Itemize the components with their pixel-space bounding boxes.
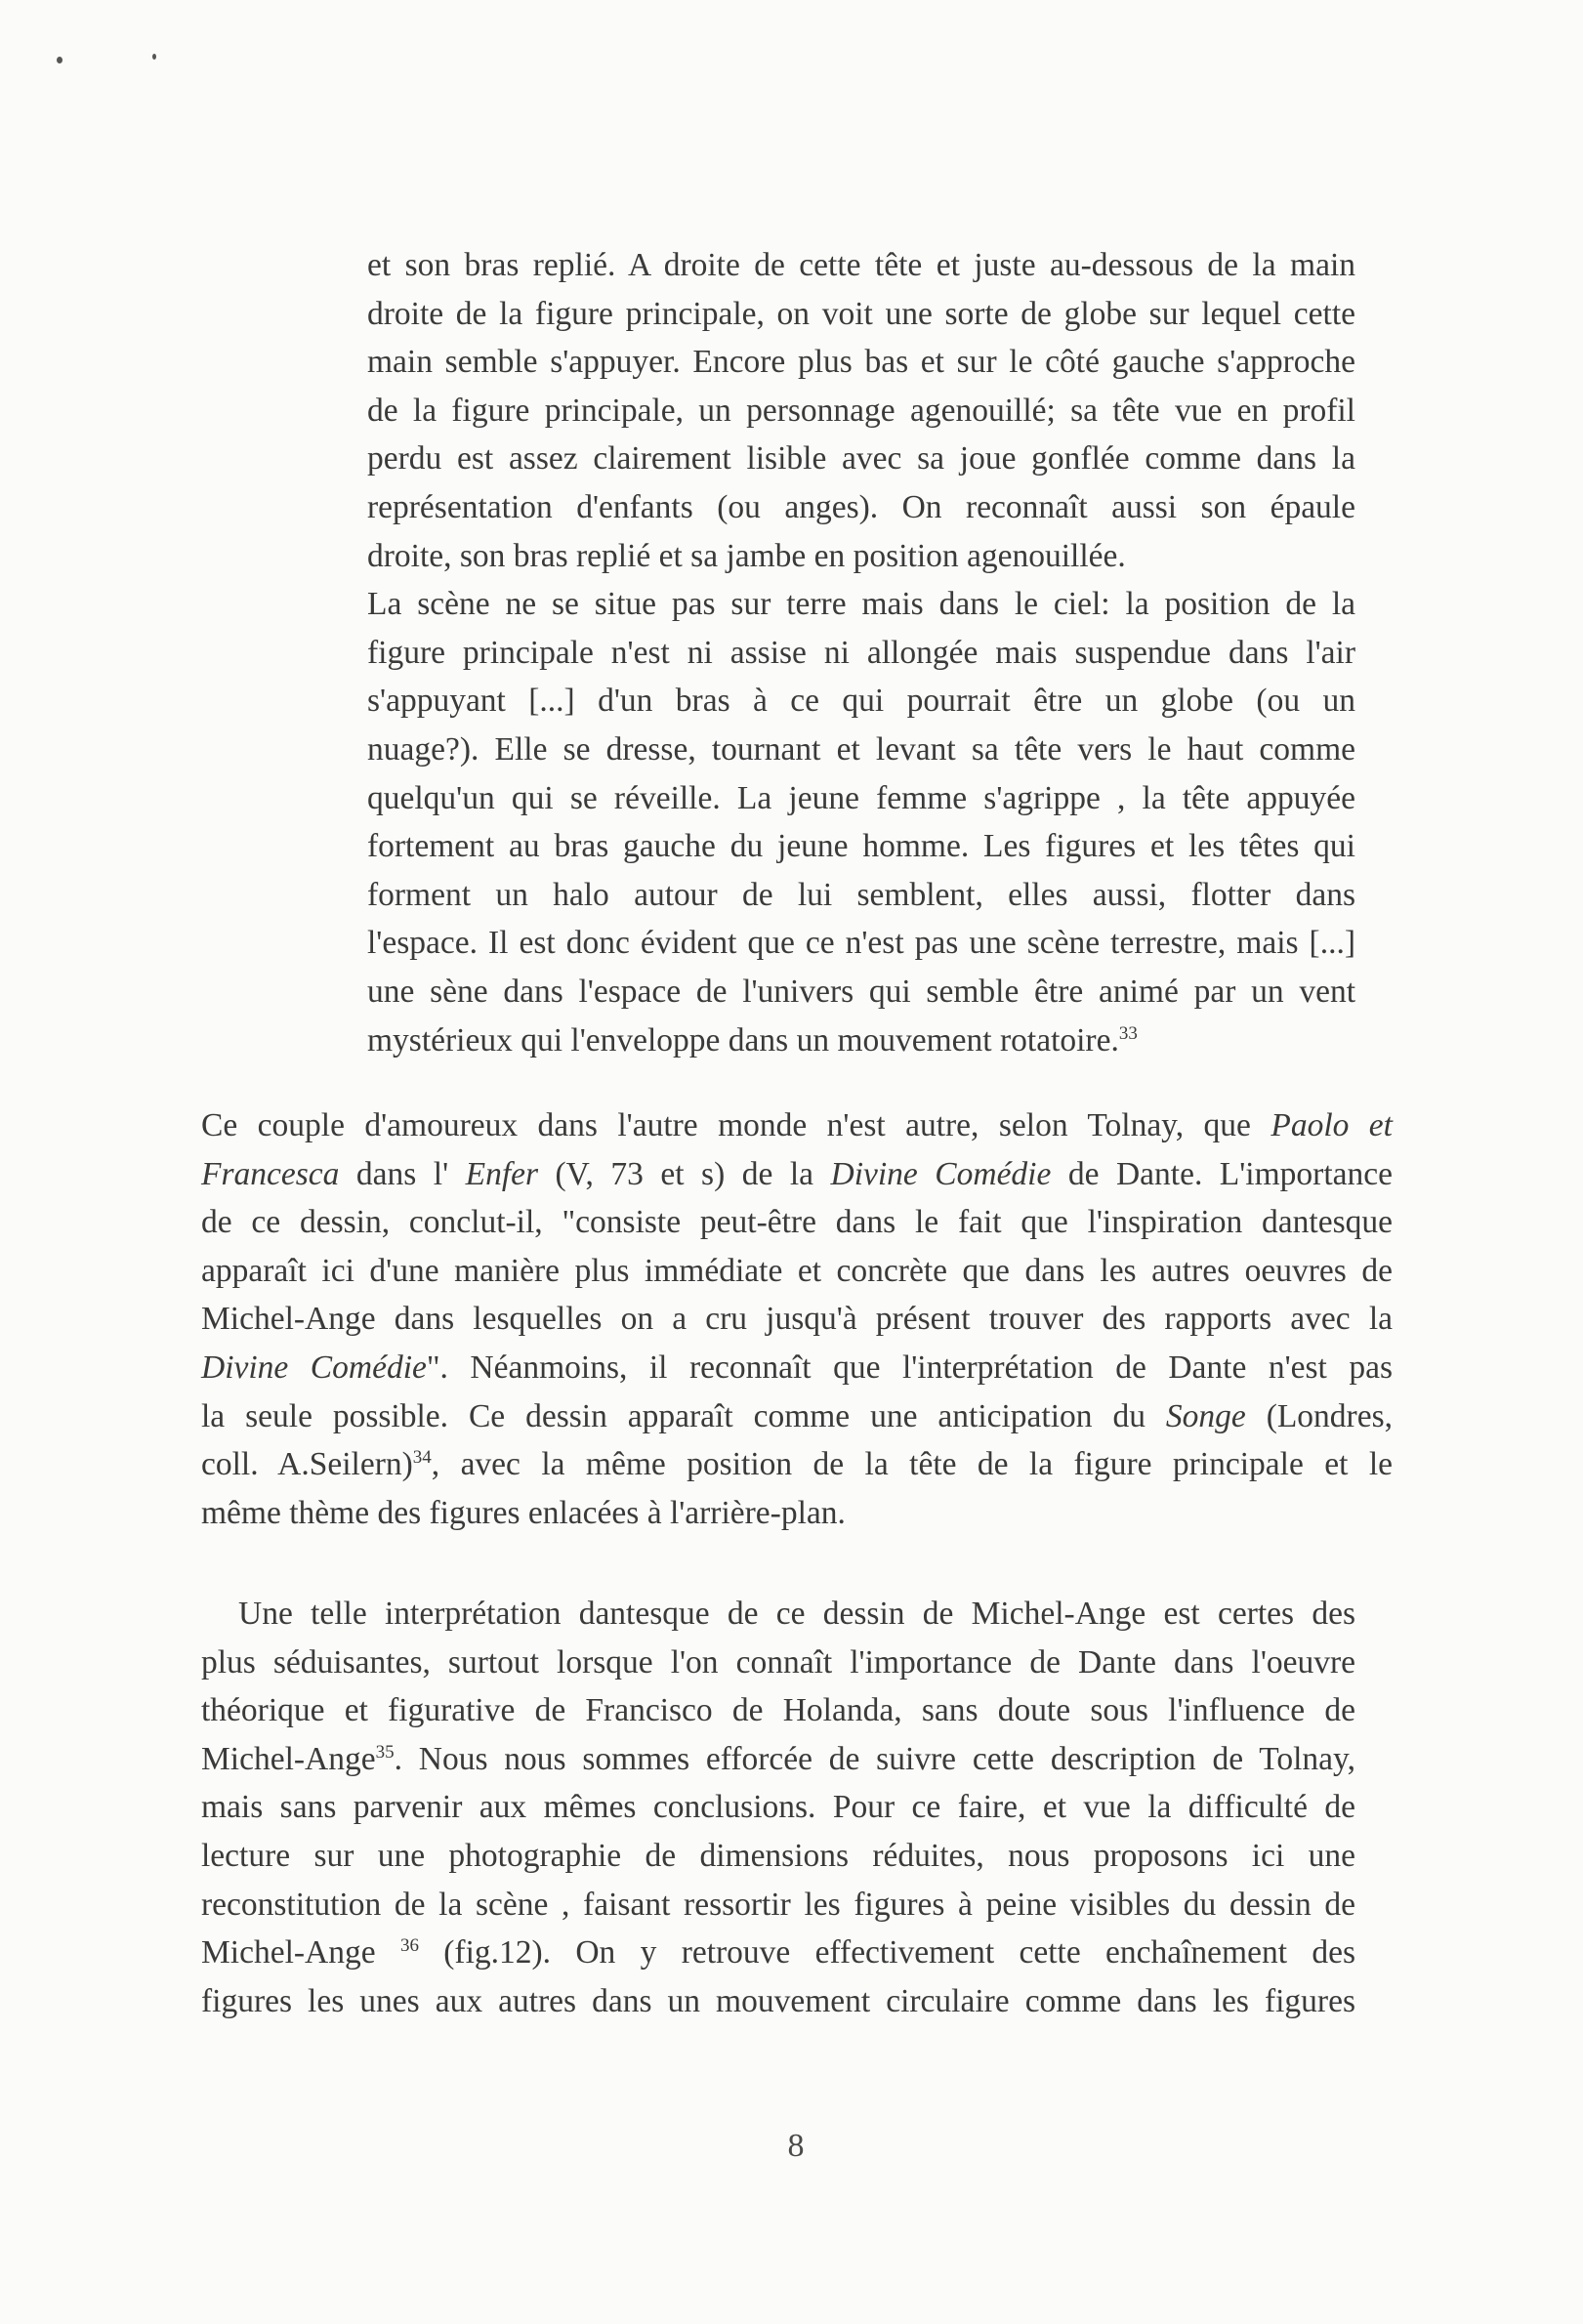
quote-line: forment un halo autour de lui semblent, elles aussi, flotter dans [367, 876, 1355, 913]
quote-line: l'espace. Il est donc évident que ce n'est pas une scène terrestre, mais [...] [367, 925, 1355, 962]
text-line: Francesca dans l' Enfer (V, 73 et s) de la Divine Comédie de Dante. L'importance [201, 1155, 1393, 1192]
quote-line: quelqu'un qui se réveille. La jeune femme s'agrippe , la tête appuyée [367, 779, 1355, 816]
footnote-ref: 34 [412, 1447, 432, 1468]
text-line: figures les unes aux autres dans un mouvement circulaire comme dans les figures [201, 1982, 1355, 2019]
text-line: apparaît ici d'une manière plus immédiate et concrète que dans les autres oeuvres de [201, 1252, 1393, 1289]
text-line: Michel-Ange $^{36}$ (fig.12). On y retrouve effectivement cette enchaînement des [201, 1934, 1356, 1971]
text-line: Michel-Ange$^{35}$. Nous nous sommes efforcée de suivre cette description de Tolnay, [201, 1740, 1355, 1777]
text-line: Ce couple d'amoureux dans l'autre monde n'est autre, selon Tolnay, que Paolo et [201, 1107, 1393, 1143]
text-line: la seule possible. Ce dessin apparaît comme une anticipation du Songe (Londres, [201, 1397, 1393, 1434]
quote-line: droite de la figure principale, on voit une sorte de globe sur lequel cette [367, 295, 1355, 332]
page-number: 8 [787, 2128, 805, 2164]
title-songe: Songe [1165, 1397, 1246, 1434]
text-line: mais sans parvenir aux mêmes conclusions. Pour ce faire, et vue la difficulté de [201, 1789, 1355, 1826]
quote-line: figure principale n'est ni assise ni allongée mais suspendue dans l'air [367, 634, 1355, 671]
text-line: même thème des figures enlacées à l'arrière-plan. [201, 1494, 846, 1531]
text-line: coll. A.Seilern)$^{34}$, avec la même position de la tête de la figure principale et le [201, 1446, 1393, 1483]
quote-line: de la figure principale, un personnage agenouillé; sa tête vue en profil [367, 392, 1355, 429]
text-line: théorique et figurative de Francisco de Holanda, sans doute sous l'influence de [201, 1692, 1355, 1729]
quote-line: nuage?). Elle se dresse, tournant et levant sa tête vers le haut comme [367, 730, 1355, 768]
quote-line: et son bras replié. A droite de cette tête et juste au-dessous de la main [367, 247, 1355, 283]
paragraph-tolnay-interpretation [201, 1101, 1393, 1537]
quote-line: représentation d'enfants (ou anges). On reconnaît aussi son épaule [367, 488, 1355, 525]
quote-line: une sène dans l'espace de l'univers qui semble être animé par un vent [367, 973, 1355, 1010]
footnote-ref: 36 [399, 1935, 419, 1956]
title-paolo-et-francesca: Paolo et [1271, 1107, 1393, 1143]
quote-line: perdu est assez clairement lisible avec sa joue gonflée comme dans la [367, 440, 1355, 477]
text-line: Michel-Ange dans lesquelles on a cru jusqu'à présent trouver des rapports avec la [201, 1301, 1393, 1338]
scan-speck [152, 54, 156, 60]
text-line: lecture sur une photographie de dimensions réduites, nous proposons ici une [201, 1837, 1355, 1874]
title-divine-comedie: Divine Comédie [830, 1155, 1052, 1192]
text-line: Divine Comédie". Néanmoins, il reconnaît que l'interprétation de Dante n'est pas [201, 1349, 1393, 1386]
quote-line: fortement au bras gauche du jeune homme. Les figures et les têtes qui [367, 828, 1355, 865]
scan-speck [57, 57, 62, 63]
quote-line: s'appuyant [...] d'un bras à ce qui pourrait être un globe (ou un [367, 683, 1355, 720]
text-line: plus séduisantes, surtout lorsque l'on connaît l'importance de Dante dans l'oeuvre [201, 1643, 1355, 1681]
block-quote [367, 241, 1355, 1064]
title-divine-comedie: Divine Comédie [201, 1349, 427, 1386]
quote-line: droite, son bras replié et sa jambe en position agenouillée. [367, 537, 1126, 574]
quote-line: main semble s'appuyer. Encore plus bas et sur le côté gauche s'approche [367, 344, 1355, 381]
title-paolo-et-francesca: Francesca [201, 1155, 340, 1192]
quote-line: La scène ne se situe pas sur terre mais dans le ciel: la position de la [367, 586, 1355, 623]
paragraph-reconstitution [201, 1590, 1355, 2025]
footnote-ref: 35 [375, 1741, 395, 1763]
title-enfer: Enfer [465, 1155, 539, 1192]
text-line: reconstitution de la scène , faisant ressortir les figures à peine visibles du dessin de [201, 1886, 1355, 1923]
footnote-ref: 33 [1118, 1022, 1138, 1044]
text-line: Une telle interprétation dantesque de ce dessin de Michel-Ange est certes des [238, 1596, 1355, 1632]
quote-line: mystérieux qui l'enveloppe dans un mouvement rotatoire.$^{33}$ [367, 1021, 1138, 1058]
text-line: de ce dessin, conclut-il, "consiste peut-être dans le fait que l'inspiration dantesque [201, 1204, 1393, 1241]
